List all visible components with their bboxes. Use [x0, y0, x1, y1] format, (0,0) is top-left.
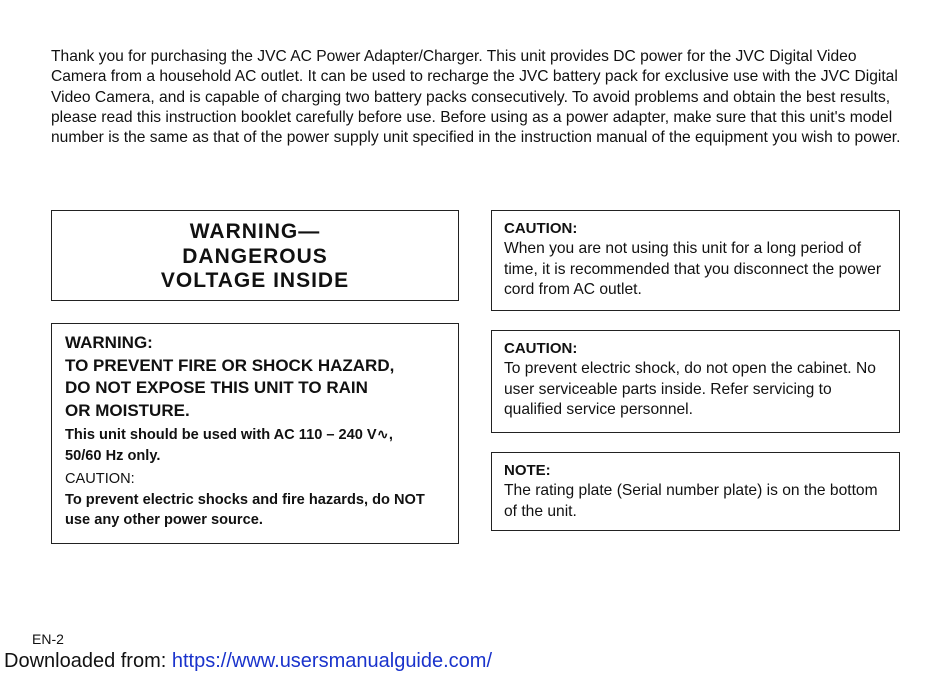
caution-unused-box [491, 210, 900, 311]
note-title: NOTE: [504, 462, 551, 479]
note-text: The rating plate (Serial number plate) is on the bottom of the unit. [504, 482, 878, 520]
warning-line-2: DO NOT EXPOSE THIS UNIT TO RAIN [65, 378, 368, 397]
warning-caution-title: CAUTION: [65, 471, 135, 487]
caution-1-text: When you are not using this unit for a long period of time, it is recommended that you disconnect the power cord from AC outlet. [504, 240, 882, 298]
warning-caution-text: To prevent electric shocks and fire hazards, do NOT use any other power source. [65, 491, 425, 528]
danger-heading-line-2: DANGEROUS [182, 244, 328, 268]
power-spec-frequency: 50/60 Hz only. [65, 447, 161, 464]
warning-title: WARNING: [65, 333, 153, 352]
danger-heading-line-1: WARNING— [189, 220, 321, 243]
danger-heading-line-3: VOLTAGE INSIDE [160, 269, 350, 292]
caution-1-title: CAUTION: [504, 220, 578, 237]
download-link[interactable]: https://www.usersmanualguide.com/ [171, 650, 493, 672]
caution-2-title: CAUTION: [504, 340, 578, 357]
caution-cabinet-box [491, 330, 900, 433]
power-spec-text: This unit should be used with AC 110 – 240 V [65, 427, 377, 443]
page-number: EN-2 [32, 631, 64, 647]
intro-paragraph: Thank you for purchasing the JVC AC Power Adapter/Charger. This unit provides DC power for the JVC Digital Video Camera from a household AC outlet. It can be used to recharge the JVC battery pack for exclusive use with the JVC Digital Video Camera, and is capable of charging two battery packs consecutively. To avoid problems and obtain the best results, please read this instruction booklet carefully before use. Before using as a power adapter, make sure that this unit's model number is the same as that of the power supply unit specified in the instruction manual of the equipment you wish to power. [51, 48, 901, 147]
download-prefix: Downloaded from: [4, 650, 172, 672]
power-spec-comma: , [388, 427, 393, 443]
download-footer [4, 649, 492, 673]
warning-line-1: TO PREVENT FIRE OR SHOCK HAZARD, [65, 355, 395, 375]
danger-voltage-box [51, 210, 459, 301]
fire-shock-warning-box [51, 323, 459, 544]
caution-2-text: To prevent electric shock, do not open the cabinet. No user serviceable parts inside. Refer servicing to qualified service personnel. [504, 360, 876, 418]
note-box [491, 452, 900, 531]
warning-line-3: OR MOISTURE. [65, 400, 190, 420]
power-spec [65, 425, 446, 466]
ac-symbol-icon: ∿ [376, 427, 389, 443]
